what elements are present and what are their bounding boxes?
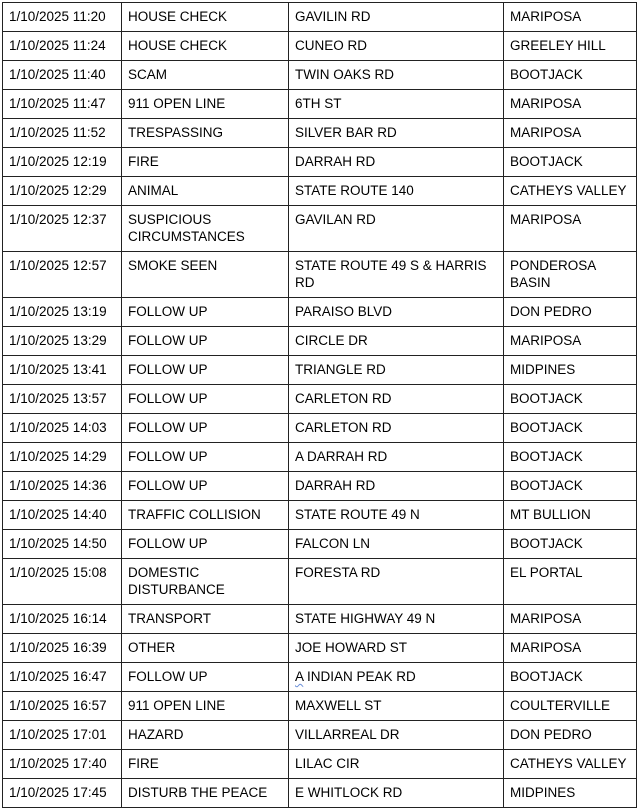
- incident-type-cell: FOLLOW UP: [122, 443, 289, 472]
- location-cell: CIRCLE DR: [289, 327, 504, 356]
- location-cell: FORESTA RD: [289, 559, 504, 605]
- datetime-cell: 1/10/2025 17:45: [3, 779, 122, 808]
- location-cell: DARRAH RD: [289, 148, 504, 177]
- incident-type-cell: FOLLOW UP: [122, 663, 289, 692]
- incident-type-cell: OTHER: [122, 634, 289, 663]
- incident-type-cell: FIRE: [122, 148, 289, 177]
- datetime-cell: 1/10/2025 11:47: [3, 90, 122, 119]
- location-cell: CARLETON RD: [289, 385, 504, 414]
- table-row: [3, 663, 637, 692]
- incident-type-cell: FOLLOW UP: [122, 385, 289, 414]
- area-cell: PONDEROSA BASIN: [504, 252, 637, 298]
- table-row: [3, 206, 637, 252]
- area-cell: MARIPOSA: [504, 3, 637, 32]
- incident-type-cell: FOLLOW UP: [122, 414, 289, 443]
- area-cell: BOOTJACK: [504, 472, 637, 501]
- location-cell: LILAC CIR: [289, 750, 504, 779]
- location-cell: VILLARREAL DR: [289, 721, 504, 750]
- table-row: [3, 750, 637, 779]
- datetime-cell: 1/10/2025 14:50: [3, 530, 122, 559]
- location-cell: STATE ROUTE 49 S & HARRIS RD: [289, 252, 504, 298]
- location-cell: [289, 663, 504, 692]
- area-cell: BOOTJACK: [504, 148, 637, 177]
- datetime-cell: 1/10/2025 15:08: [3, 559, 122, 605]
- datetime-cell: 1/10/2025 17:01: [3, 721, 122, 750]
- area-cell: MARIPOSA: [504, 119, 637, 148]
- datetime-cell: 1/10/2025 16:57: [3, 692, 122, 721]
- spellcheck-marked-text: A: [295, 669, 304, 684]
- incident-type-cell: DOMESTIC DISTURBANCE: [122, 559, 289, 605]
- table-row: [3, 356, 637, 385]
- incident-type-cell: FIRE: [122, 750, 289, 779]
- datetime-cell: 1/10/2025 14:29: [3, 443, 122, 472]
- incident-type-cell: SMOKE SEEN: [122, 252, 289, 298]
- table-row: [3, 605, 637, 634]
- datetime-cell: 1/10/2025 12:29: [3, 177, 122, 206]
- datetime-cell: 1/10/2025 16:14: [3, 605, 122, 634]
- area-cell: COULTERVILLE: [504, 692, 637, 721]
- location-cell: STATE ROUTE 49 N: [289, 501, 504, 530]
- area-cell: CATHEYS VALLEY: [504, 750, 637, 779]
- table-row: [3, 3, 637, 32]
- incident-type-cell: FOLLOW UP: [122, 356, 289, 385]
- table-row: [3, 298, 637, 327]
- area-cell: GREELEY HILL: [504, 32, 637, 61]
- area-cell: DON PEDRO: [504, 298, 637, 327]
- area-cell: MARIPOSA: [504, 634, 637, 663]
- incident-type-cell: HOUSE CHECK: [122, 32, 289, 61]
- incident-type-cell: FOLLOW UP: [122, 472, 289, 501]
- location-cell: CARLETON RD: [289, 414, 504, 443]
- location-cell: GAVILIN RD: [289, 3, 504, 32]
- area-cell: BOOTJACK: [504, 530, 637, 559]
- datetime-cell: 1/10/2025 14:03: [3, 414, 122, 443]
- table-row: [3, 327, 637, 356]
- datetime-cell: 1/10/2025 13:57: [3, 385, 122, 414]
- location-cell: STATE HIGHWAY 49 N: [289, 605, 504, 634]
- datetime-cell: 1/10/2025 12:57: [3, 252, 122, 298]
- table-row: [3, 779, 637, 808]
- location-cell: A DARRAH RD: [289, 443, 504, 472]
- table-row: [3, 692, 637, 721]
- datetime-cell: 1/10/2025 12:19: [3, 148, 122, 177]
- area-cell: BOOTJACK: [504, 61, 637, 90]
- datetime-cell: 1/10/2025 17:40: [3, 750, 122, 779]
- incident-type-cell: TRANSPORT: [122, 605, 289, 634]
- table-row: [3, 634, 637, 663]
- datetime-cell: 1/10/2025 12:37: [3, 206, 122, 252]
- location-cell: GAVILAN RD: [289, 206, 504, 252]
- location-cell: JOE HOWARD ST: [289, 634, 504, 663]
- incident-type-cell: ANIMAL: [122, 177, 289, 206]
- datetime-cell: 1/10/2025 14:40: [3, 501, 122, 530]
- location-cell: FALCON LN: [289, 530, 504, 559]
- datetime-cell: 1/10/2025 16:39: [3, 634, 122, 663]
- location-cell: PARAISO BLVD: [289, 298, 504, 327]
- datetime-cell: 1/10/2025 14:36: [3, 472, 122, 501]
- area-cell: EL PORTAL: [504, 559, 637, 605]
- table-row: [3, 443, 637, 472]
- area-cell: MARIPOSA: [504, 206, 637, 252]
- area-cell: CATHEYS VALLEY: [504, 177, 637, 206]
- area-cell: MARIPOSA: [504, 605, 637, 634]
- area-cell: BOOTJACK: [504, 385, 637, 414]
- datetime-cell: 1/10/2025 11:40: [3, 61, 122, 90]
- incident-type-cell: FOLLOW UP: [122, 530, 289, 559]
- datetime-cell: 1/10/2025 16:47: [3, 663, 122, 692]
- area-cell: MARIPOSA: [504, 90, 637, 119]
- incident-type-cell: TRESPASSING: [122, 119, 289, 148]
- area-cell: MIDPINES: [504, 356, 637, 385]
- datetime-cell: 1/10/2025 11:24: [3, 32, 122, 61]
- location-cell: TWIN OAKS RD: [289, 61, 504, 90]
- datetime-cell: 1/10/2025 13:41: [3, 356, 122, 385]
- area-cell: MARIPOSA: [504, 327, 637, 356]
- incident-type-cell: HOUSE CHECK: [122, 3, 289, 32]
- location-cell: MAXWELL ST: [289, 692, 504, 721]
- table-row: [3, 32, 637, 61]
- table-row: [3, 90, 637, 119]
- datetime-cell: 1/10/2025 13:29: [3, 327, 122, 356]
- table-row: [3, 385, 637, 414]
- location-cell: TRIANGLE RD: [289, 356, 504, 385]
- incident-type-cell: 911 OPEN LINE: [122, 692, 289, 721]
- incident-type-cell: TRAFFIC COLLISION: [122, 501, 289, 530]
- datetime-cell: 1/10/2025 11:52: [3, 119, 122, 148]
- location-cell: 6TH ST: [289, 90, 504, 119]
- table-row: [3, 530, 637, 559]
- location-cell: SILVER BAR RD: [289, 119, 504, 148]
- incident-type-cell: FOLLOW UP: [122, 327, 289, 356]
- incident-log-table: [2, 2, 637, 808]
- area-cell: MIDPINES: [504, 779, 637, 808]
- table-row: [3, 177, 637, 206]
- area-cell: DON PEDRO: [504, 721, 637, 750]
- table-row: [3, 414, 637, 443]
- incident-type-cell: HAZARD: [122, 721, 289, 750]
- table-row: [3, 252, 637, 298]
- incident-type-cell: SCAM: [122, 61, 289, 90]
- location-cell: DARRAH RD: [289, 472, 504, 501]
- table-row: [3, 721, 637, 750]
- location-cell: CUNEO RD: [289, 32, 504, 61]
- table-row: [3, 559, 637, 605]
- area-cell: BOOTJACK: [504, 443, 637, 472]
- incident-type-cell: FOLLOW UP: [122, 298, 289, 327]
- area-cell: MT BULLION: [504, 501, 637, 530]
- datetime-cell: 1/10/2025 11:20: [3, 3, 122, 32]
- area-cell: BOOTJACK: [504, 663, 637, 692]
- location-cell: E WHITLOCK RD: [289, 779, 504, 808]
- location-text: INDIAN PEAK RD: [303, 669, 416, 684]
- area-cell: BOOTJACK: [504, 414, 637, 443]
- location-cell: STATE ROUTE 140: [289, 177, 504, 206]
- table-row: [3, 61, 637, 90]
- incident-type-cell: SUSPICIOUS CIRCUMSTANCES: [122, 206, 289, 252]
- table-row: [3, 119, 637, 148]
- table-row: [3, 472, 637, 501]
- table-row: [3, 501, 637, 530]
- incident-type-cell: 911 OPEN LINE: [122, 90, 289, 119]
- datetime-cell: 1/10/2025 13:19: [3, 298, 122, 327]
- incident-type-cell: DISTURB THE PEACE: [122, 779, 289, 808]
- table-row: [3, 148, 637, 177]
